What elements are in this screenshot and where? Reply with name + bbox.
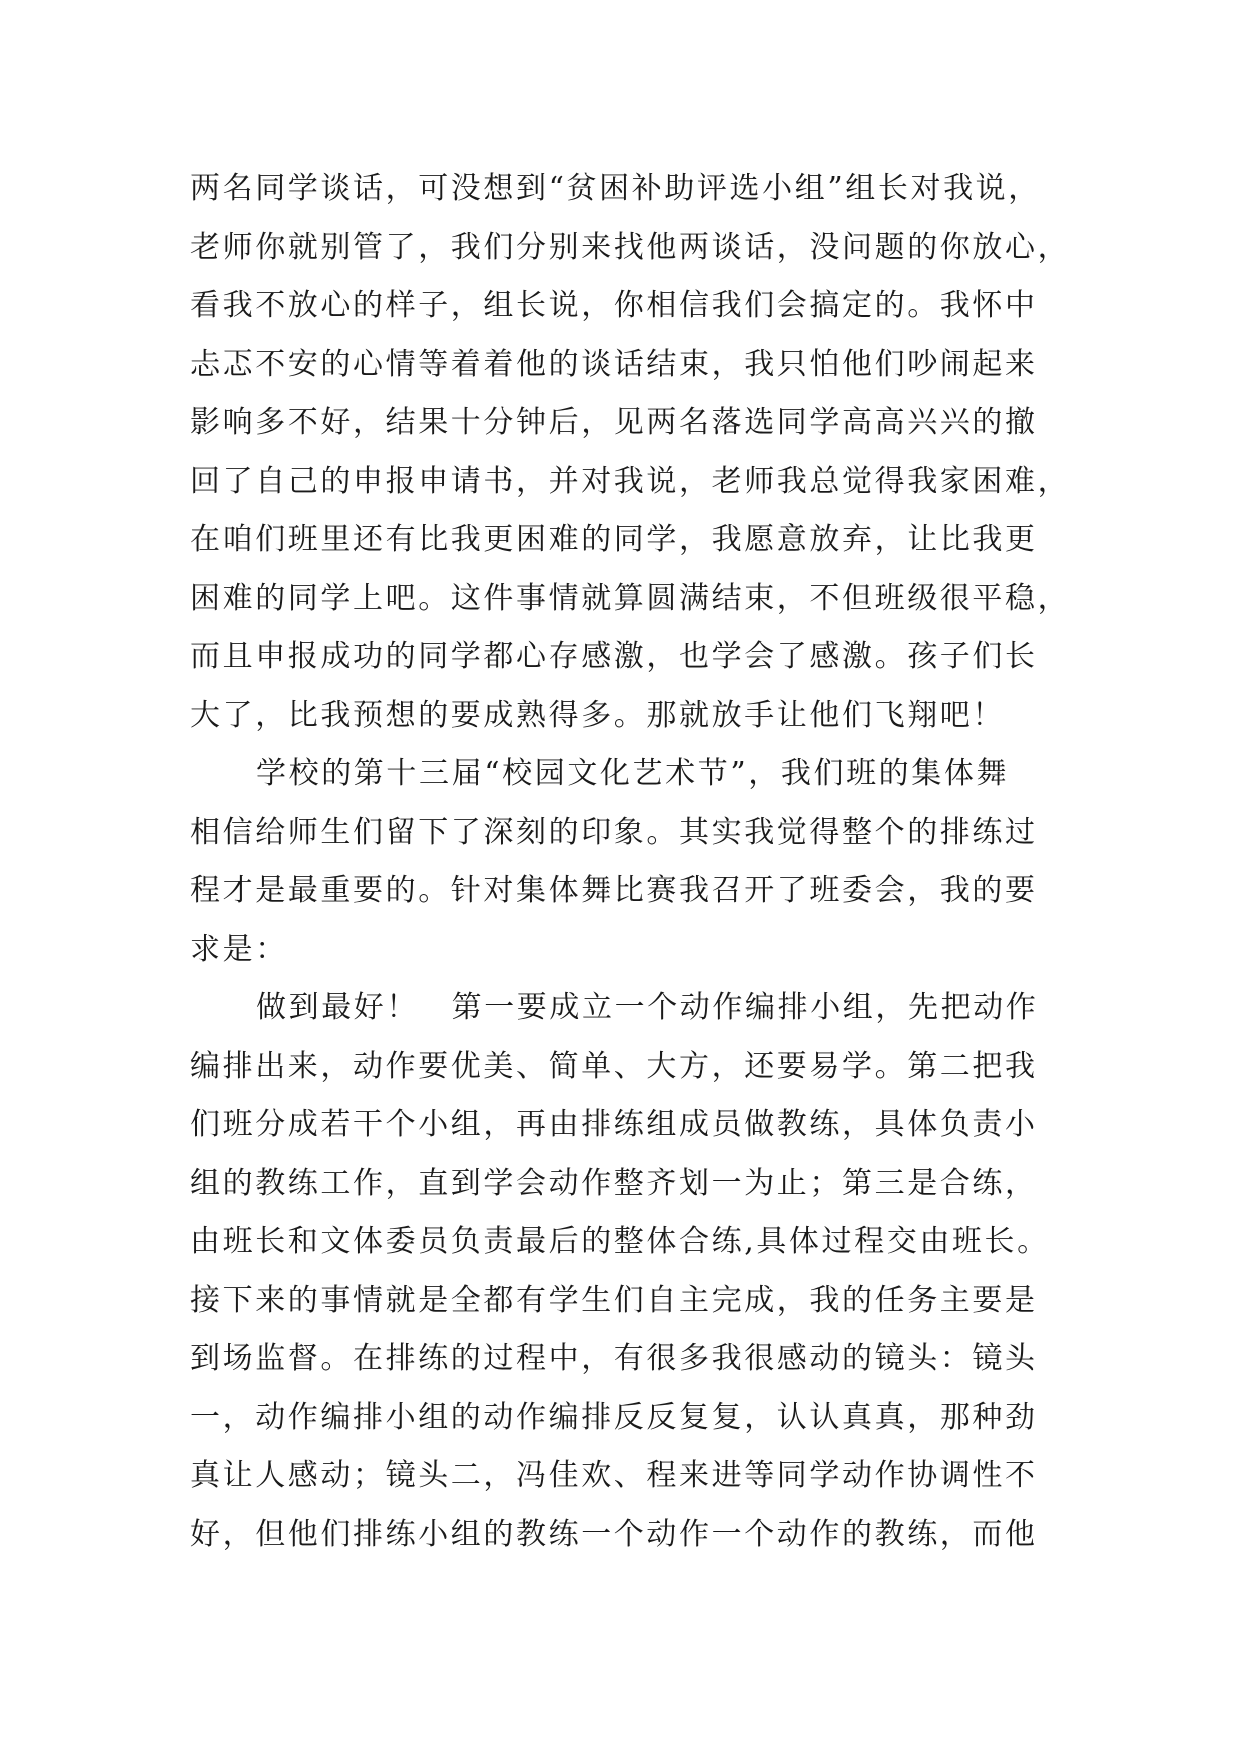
text-line: 求是：: [190, 931, 288, 967]
text-line: 们班分成若干个小组，再由排练组成员做教练，具体负责小: [190, 1107, 1038, 1142]
text-line: 看我不放心的样子，组长说，你相信我们会搞定的。我怀中: [190, 288, 1038, 323]
text-line: 在咱们班里还有比我更困难的同学，我愿意放弃，让比我更: [190, 522, 1038, 557]
text-line: 老师你就别管了，我们分别来找他两谈话，没问题的你放心，: [190, 229, 1071, 265]
body-text: [190, 160, 1071, 1564]
text-line: 困难的同学上吧。这件事情就算圆满结束，不但班级很平稳，: [190, 580, 1071, 616]
text-line: 接下来的事情就是全都有学生们自主完成，我的任务主要是: [190, 1282, 1038, 1318]
text-line: 到场监督。在排练的过程中，有很多我很感动的镜头：镜头: [190, 1341, 1038, 1376]
text-line: 真让人感动；镜头二，冯佳欢、程来进等同学动作协调性不: [190, 1458, 1038, 1493]
text-line: 编排出来，动作要优美、简单、大方，还要易学。第二把我: [190, 1048, 1038, 1084]
text-line: 影响多不好，结果十分钟后，见两名落选同学高高兴兴的撤: [190, 405, 1038, 440]
text-line: 相信给师生们留下了深刻的印象。其实我觉得整个的排练过: [190, 814, 1038, 850]
text-line: 由班长和文体委员负责最后的整体合练,具体过程交由班长。: [190, 1224, 1050, 1259]
text-line: 大了，比我预想的要成熟得多。那就放手让他们飞翔吧！: [190, 697, 1005, 733]
text-line: 回了自己的申报申请书，并对我说，老师我总觉得我家困难，: [190, 463, 1071, 499]
text-line: 程才是最重要的。针对集体舞比赛我召开了班委会，我的要: [190, 873, 1038, 908]
text-line: 两名同学谈话，可没想到“贫困补助评选小组”组长对我说，: [190, 171, 1041, 206]
paragraph-start-line: 做到最好！ 第一要成立一个动作编排小组，先把动作: [256, 990, 1039, 1025]
text-line: 而且申报成功的同学都心存感激，也学会了感激。孩子们长: [190, 639, 1038, 674]
text-line: 忐忑不安的心情等着着他的谈话结束，我只怕他们吵闹起来: [190, 346, 1038, 382]
paragraph-start-line: 学校的第十三届“校园文化艺术节”，我们班的集体舞: [256, 756, 1010, 791]
text-line: 好，但他们排练小组的教练一个动作一个动作的教练，而他: [190, 1516, 1038, 1552]
text-line: 一，动作编排小组的动作编排反反复复，认认真真，那种劲: [190, 1399, 1038, 1435]
text-line: 组的教练工作，直到学会动作整齐划一为止；第三是合练，: [190, 1165, 1038, 1201]
